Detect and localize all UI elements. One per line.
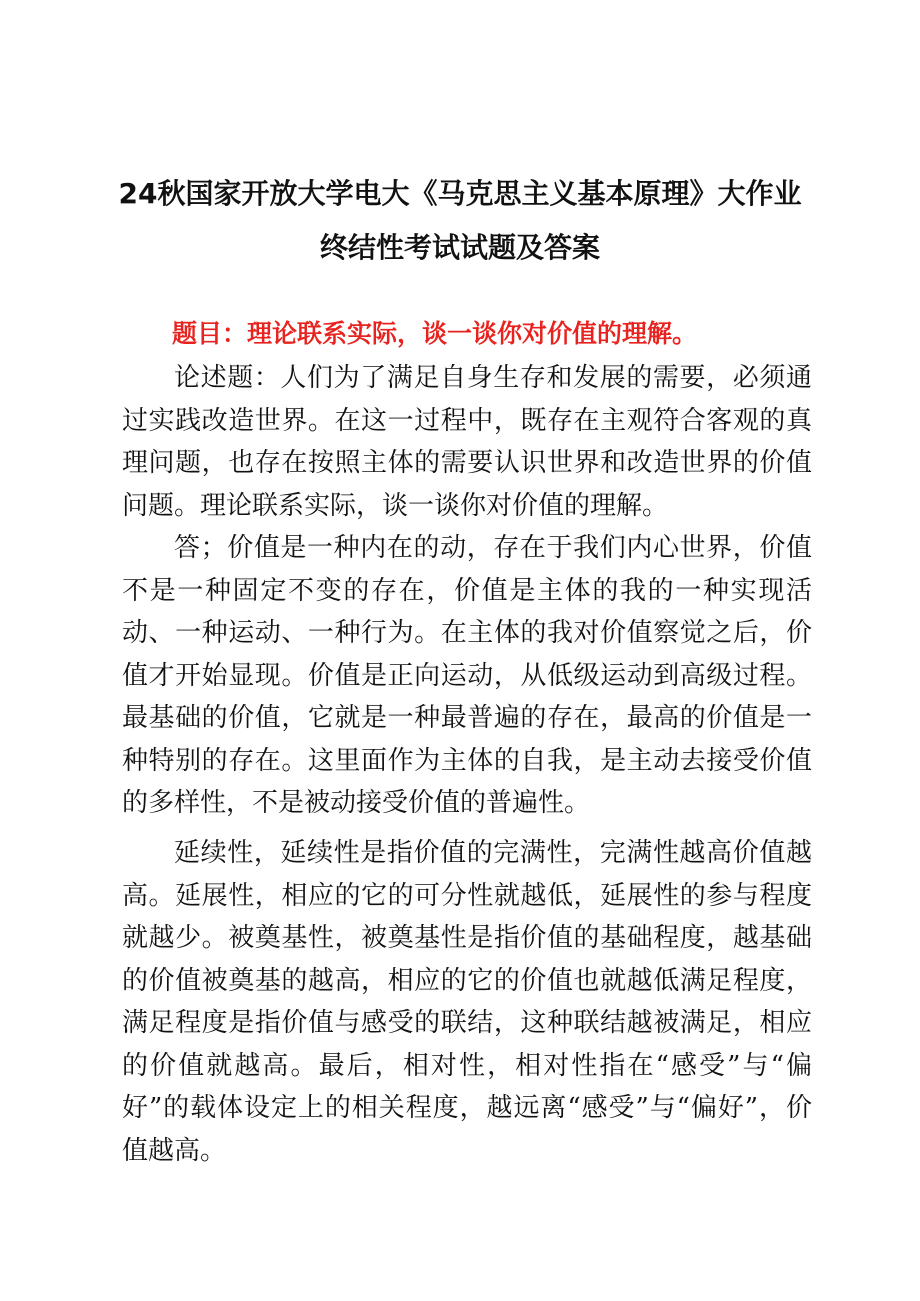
question-heading: 题目：理论联系实际，谈一谈你对价值的理解。 (172, 319, 698, 348)
document-title-line-1: 24秋国家开放大学电大《马克思主义基本原理》大作业 (118, 177, 802, 210)
paragraph-answer: 答；价值是一种内在的动，存在于我们内心世界，价值不是一种固定不变的存在，价值是主体的我的一种实现活动、一种运动、一种行为。在主体的我对价值察觉之后，价值才开始显现。价值是正向运动，从低级运动到高级过程。最基础的价值，它就是一种最普遍的存在，最高的价值是一种特别的存在。这里面作为主体的自我，是主动去接受价值的多样性，不是被动接受价值的普遍性。 (122, 533, 812, 818)
paragraph-essay-prompt: 论述题：人们为了满足自身生存和发展的需要，必须通过实践改造世界。在这一过程中，既存在主观符合客观的真理问题，也存在按照主体的需要认识世界和改造世界的价值问题。理论联系实际，谈一谈你对价值的理解。 (122, 363, 812, 521)
paragraph-properties: 延续性，延续性是指价值的完满性，完满性越高价值越高。延展性，相应的它的可分性就越低，延展性的参与程度就越少。被奠基性，被奠基性是指价值的基础程度，越基础的价值被奠基的越高，相应的它的价值也就越低满足程度，满足程度是指价值与感受的联结，这种联结越被满足，相应的价值就越高。最后，相对性，相对性指在“感受”与“偏好”的载体设定上的相关程度，越远离“感受”与“偏好”，价值越高。 (122, 838, 812, 1166)
document-title-line-2: 终结性考试试题及答案 (319, 231, 600, 264)
